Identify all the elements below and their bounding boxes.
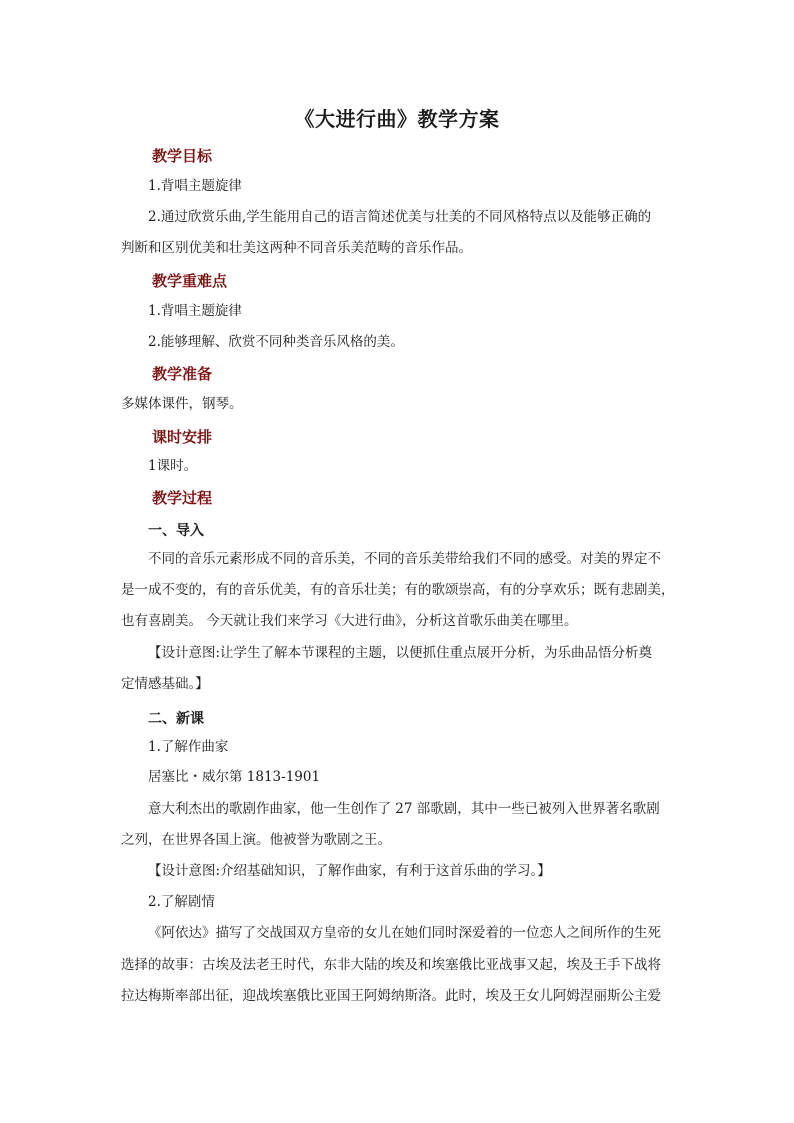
intro-line-2: 是一成不变的，有的音乐优美，有的音乐壮美；有的歌颂崇高，有的分享欢乐；既有悲剧美， (121, 582, 675, 598)
composer-line-1: 意大利杰出的歌剧作曲家，他一生创作了 27 部歌剧，其中一些已被列入世界著名歌剧 (148, 801, 660, 817)
intro-line-1: 不同的音乐元素形成不同的音乐美，不同的音乐美带给我们不同的感受。对美的界定不 (148, 551, 661, 567)
objectives-line-1: 1.背唱主题旋律 (148, 178, 242, 194)
composer-design-line: 【设计意图:介绍基础知识，了解作曲家，有利于这首乐曲的学习。】 (148, 863, 551, 879)
heading-key-points: 教学重难点 (152, 272, 228, 290)
objectives-line-3: 判断和区别优美和壮美这两种不同音乐美范畴的音乐作品。 (121, 240, 472, 256)
composer-line-2: 之列，在世界各国上演。他被誉为歌剧之王。 (121, 832, 391, 848)
heading-schedule: 课时安排 (152, 428, 213, 446)
key-points-line-2: 2.能够理解、欣赏不同种类音乐风格的美。 (148, 334, 404, 350)
schedule-line-1: 1课时。 (148, 458, 198, 474)
plot-line-1: 《阿依达》描写了交战国双方皇帝的女儿在她们同时深爱着的一位恋人之间所作的生死 (148, 925, 661, 941)
subheading-new-lesson: 二、新课 (148, 711, 204, 727)
heading-preparation: 教学准备 (152, 365, 213, 383)
intro-design-line-2: 定情感基础。】 (121, 676, 209, 692)
subheading-intro: 一、导入 (148, 523, 204, 539)
plot-line-2: 选择的故事：古埃及法老王时代，东非大陆的埃及和埃塞俄比亚战事又起，埃及王手下战将 (121, 957, 661, 973)
plot-line-3: 拉达梅斯率部出征，迎战埃塞俄比亚国王阿姆纳斯洛。此时，埃及王女儿阿姆涅丽斯公主爱 (121, 988, 661, 1004)
objectives-line-2: 2.通过欣赏乐曲,学生能用自己的语言简述优美与壮美的不同风格特点以及能够正确的 (148, 209, 652, 225)
heading-process: 教学过程 (152, 489, 213, 507)
heading-objectives: 教学目标 (152, 147, 213, 165)
document-title: 《大进行曲》教学方案 (294, 107, 500, 131)
composer-label: 1.了解作曲家 (148, 739, 229, 755)
composer-name: 居塞比・威尔第 1813-1901 (148, 769, 321, 785)
intro-line-3: 也有喜剧美。 今天就让我们来学习《大进行曲》，分析这首歌乐曲美在哪里。 (121, 613, 578, 629)
plot-label: 2.了解剧情 (148, 894, 215, 910)
intro-design-line-1: 【设计意图:让学生了解本节课程的主题，以便抓住重点展开分析，为乐曲品悟分析奠 (148, 645, 653, 661)
preparation-line-1: 多媒体课件，钢琴。 (121, 396, 243, 412)
key-points-line-1: 1.背唱主题旋律 (148, 303, 242, 319)
